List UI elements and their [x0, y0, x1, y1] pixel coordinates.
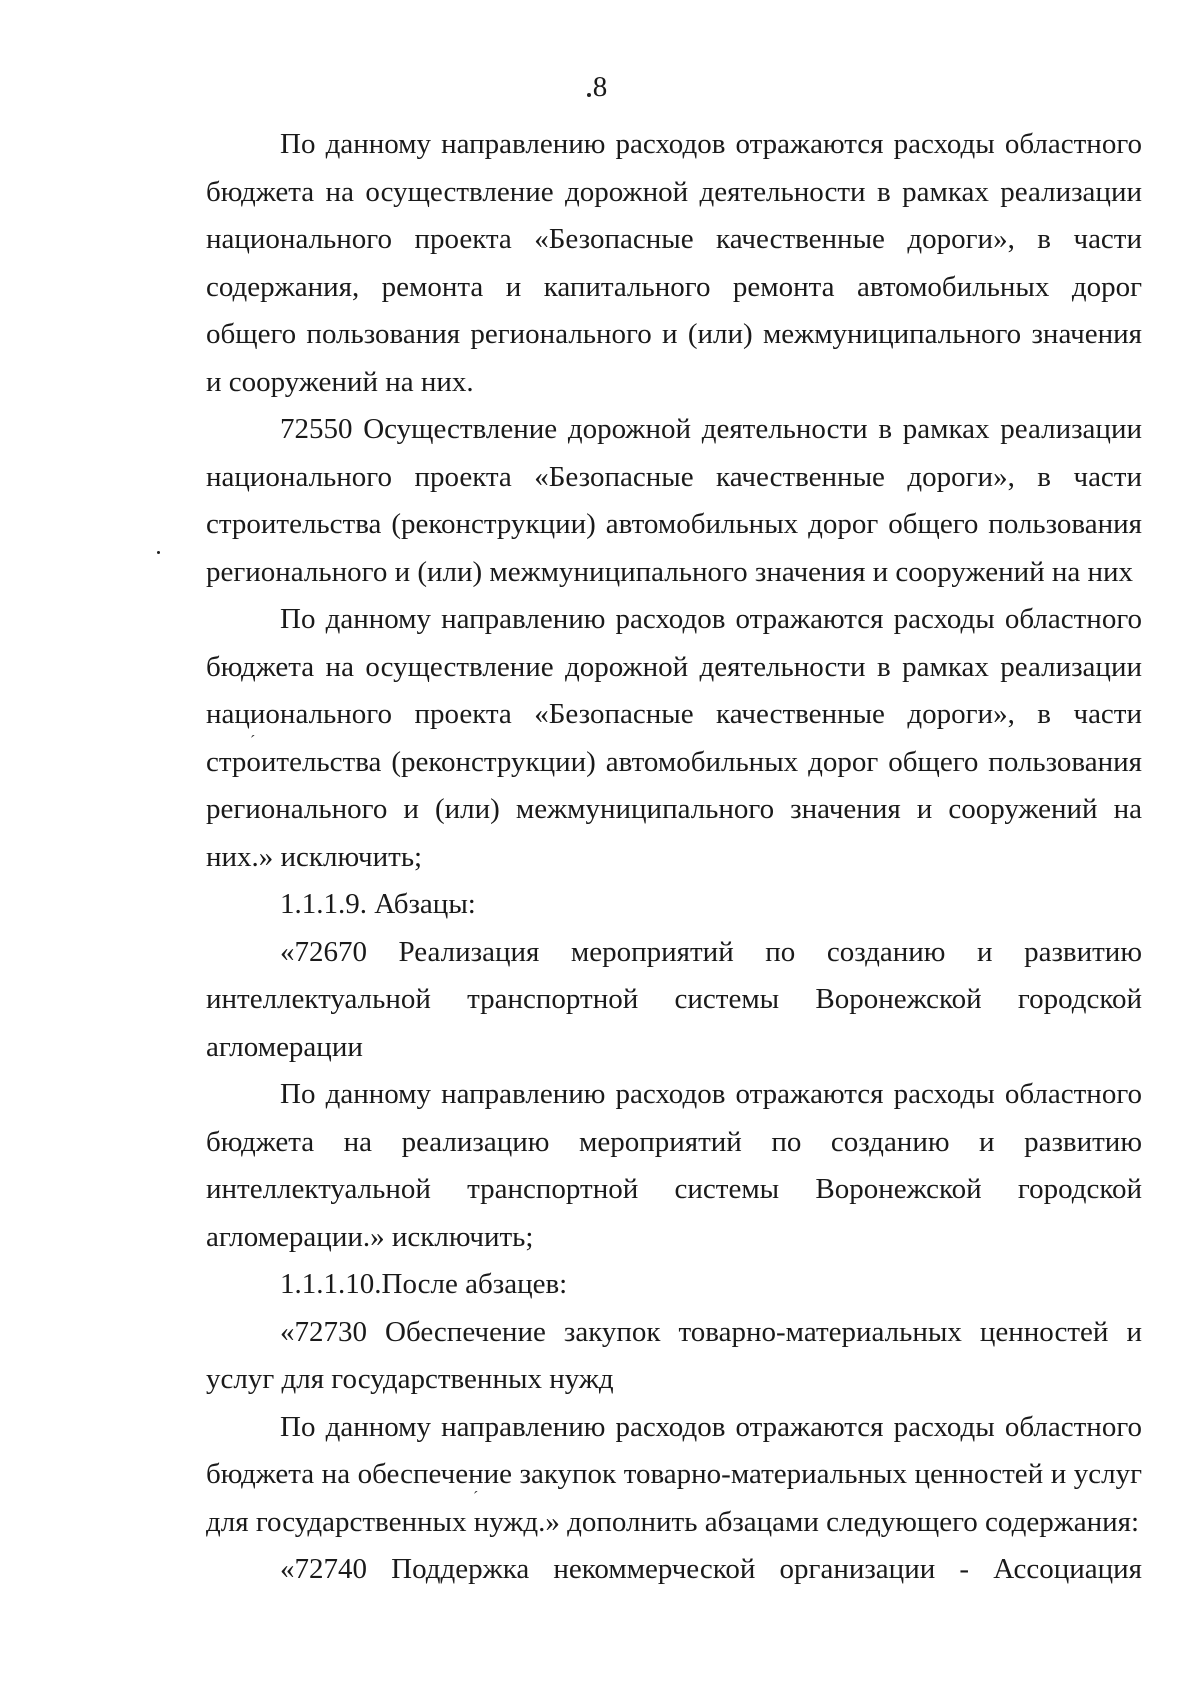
paragraph: «72670 Реализация мероприятий по созданию и развитию интеллектуальной транспортной системы Воронежской городской агломерации — [206, 935, 1142, 1063]
paragraph: 1.1.1.10.После абзацев: — [280, 1268, 568, 1300]
paragraph: По данному направлению расходов отражаются расходы областного бюджета на реализацию мероприятий по созданию и развитию интеллектуальной транспортной системы Воронежской городской агломерации.» исключить; — [206, 1078, 1142, 1253]
paragraph: По данному направлению расходов отражаются расходы областного бюджета на осуществление дорожной деятельности в рамках реализации национального проекта «Безопасные качественные дороги», в части содержания, ремонта и капитального ремонта автомобильных дорог общего пользования регионального и (или) межмуниципального значения и сооружений на них. — [206, 128, 1142, 398]
scan-mark: ˊ — [250, 733, 256, 750]
scan-speck — [157, 551, 160, 554]
paragraph: «72730 Обеспечение закупок товарно-материальных ценностей и услуг для государственных нужд — [206, 1315, 1142, 1395]
document-body — [206, 121, 1142, 1594]
paragraph: По данному направлению расходов отражаются расходы областного бюджета на обеспечение закупок товарно-материальных ценностей и услуг для государственных нужд.» дополнить абзацами следующего содержания: — [206, 1410, 1142, 1538]
page-number: 8 — [592, 71, 608, 103]
paragraph: 1.1.1.9. Абзацы: — [280, 888, 476, 920]
paragraph: «72740 Поддержка некоммерческой организации - Ассоциация — [280, 1553, 1142, 1585]
paragraph: По данному направлению расходов отражаются расходы областного бюджета на осуществление дорожной деятельности в рамках реализации национального проекта «Безопасные качественные дороги», в части строительства (реконструкции) автомобильных дорог общего пользования регионального и (или) межмуниципального значения и сооружений на них.» исключить; — [206, 603, 1142, 873]
paragraph: 72550 Осуществление дорожной деятельности в рамках реализации национального проекта «Безопасные качественные дороги», в части строительства (реконструкции) автомобильных дорог общего пользования регионального и (или) межмуниципального значения и сооружений на них — [206, 413, 1142, 588]
scan-mark: ˊ — [473, 1489, 479, 1506]
